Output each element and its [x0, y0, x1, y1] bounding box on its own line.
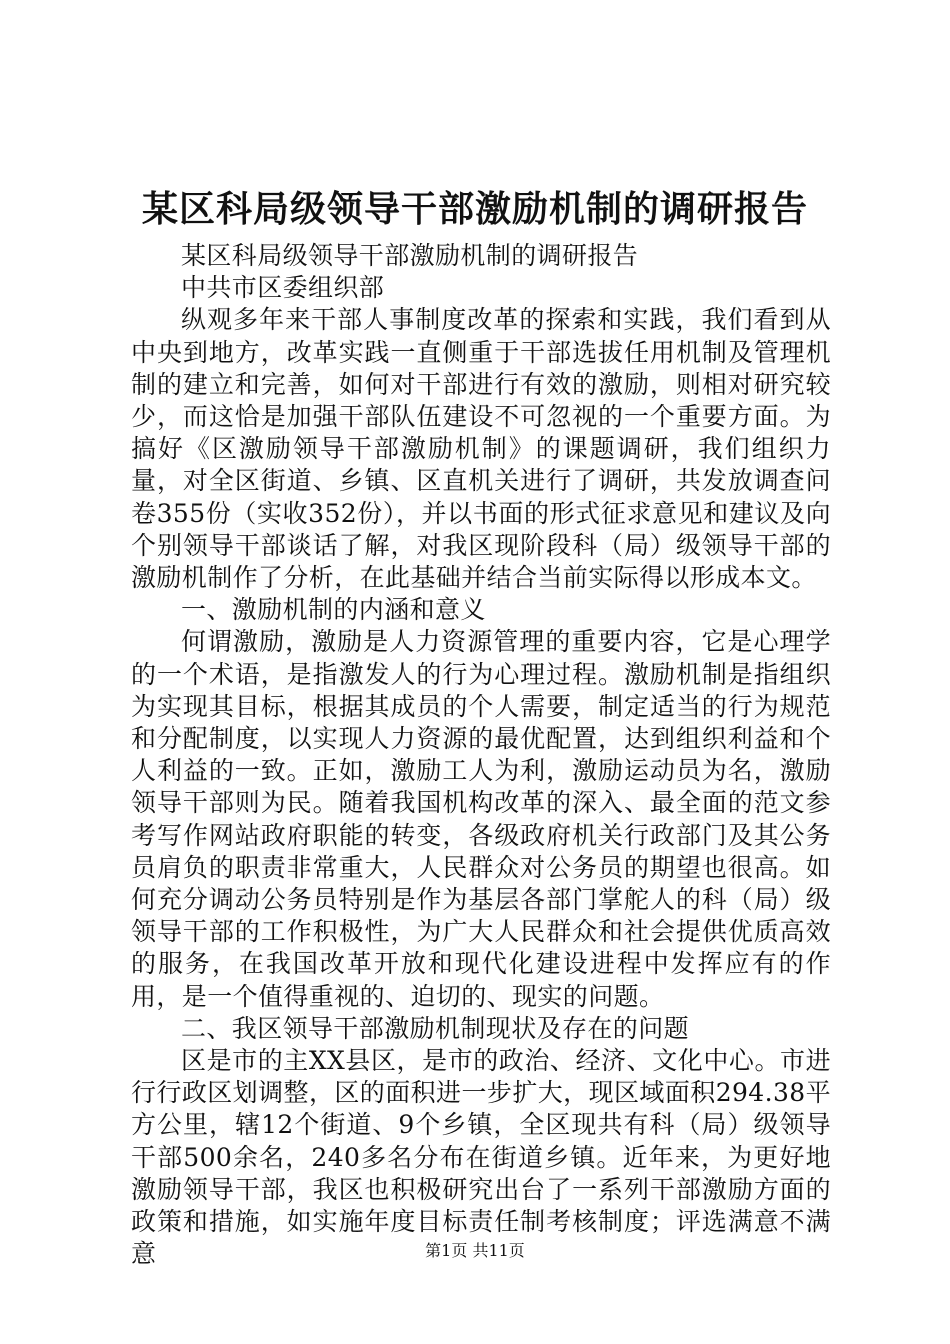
section-heading-2: 二、我区领导干部激励机制现状及存在的问题 [181, 1013, 690, 1043]
document-title: 某区科局级领导干部激励机制的调研报告 [141, 188, 808, 230]
page-footer: 第1页 共11页 [425, 1241, 525, 1260]
intro-paragraph: 纵观多年来干部人事制度改革的探索和实践，我们看到从中央到地方，改革实践一直侧重于干部选拔任用机制及管理机制的建立和完善，如何对干部进行有效的激励，则相对研究较少，而这恰是加强干部队伍建设不可忽视的一个重要方面。为搞好《区激励领导干部激励机制》的课题调研，我们组织力量，对全区街道、乡镇、区直机关进行了调研，共发放调查问卷355份（实收352份），并以书面的形式征求意见和建议及向个别领导干部谈话了解，对我区现阶段科（局）级领导干部的激励机制作了分析，在此基础并结合当前实际得以形成本文。 [131, 305, 831, 593]
section-1-paragraph: 何谓激励，激励是人力资源管理的重要内容，它是心理学的一个术语，是指激发人的行为心理过程。激励机制是指组织为实现其目标，根据其成员的个人需要，制定适当的行为规范和分配制度，以实现人力资源的最优配置，达到组织利益和个人利益的一致。正如，激励工人为利，激励运动员为名，激励领导干部则为民。随着我国机构改革的深入、最全面的范文参考写作网站政府职能的转变，各级政府机关行政部门及其公务员肩负的职责非常重大，人民群众对公务员的期望也很高。如何充分调动公务员特别是作为基层各部门掌舵人的科（局）级领导干部的工作积极性，为广大人民群众和社会提供优质高效的服务，在我国改革开放和现代化建设进程中发挥应有的作用，是一个值得重视的、迫切的、现实的问题。 [131, 627, 831, 1011]
author-paragraph: 中共市区委组织部 [181, 273, 385, 303]
section-heading-1: 一、激励机制的内涵和意义 [181, 595, 486, 625]
section-2-paragraph: 区是市的主XX县区，是市的政治、经济、文化中心。市进行行政区划调整，区的面积进一步扩大，现区域面积294.38平方公里，辖12个街道、9个乡镇，全区现共有科（局）级领导干部500余名，240多名分布在街道乡镇。近年来，为更好地激励领导干部，我区也积极研究出台了一系列干部激励方面的政策和措施，如实施年度目标责任制考核制度；评选满意不满意 [131, 1046, 831, 1269]
document-body [131, 240, 831, 1271]
subtitle-paragraph: 某区科局级领导干部激励机制的调研报告 [181, 241, 639, 270]
